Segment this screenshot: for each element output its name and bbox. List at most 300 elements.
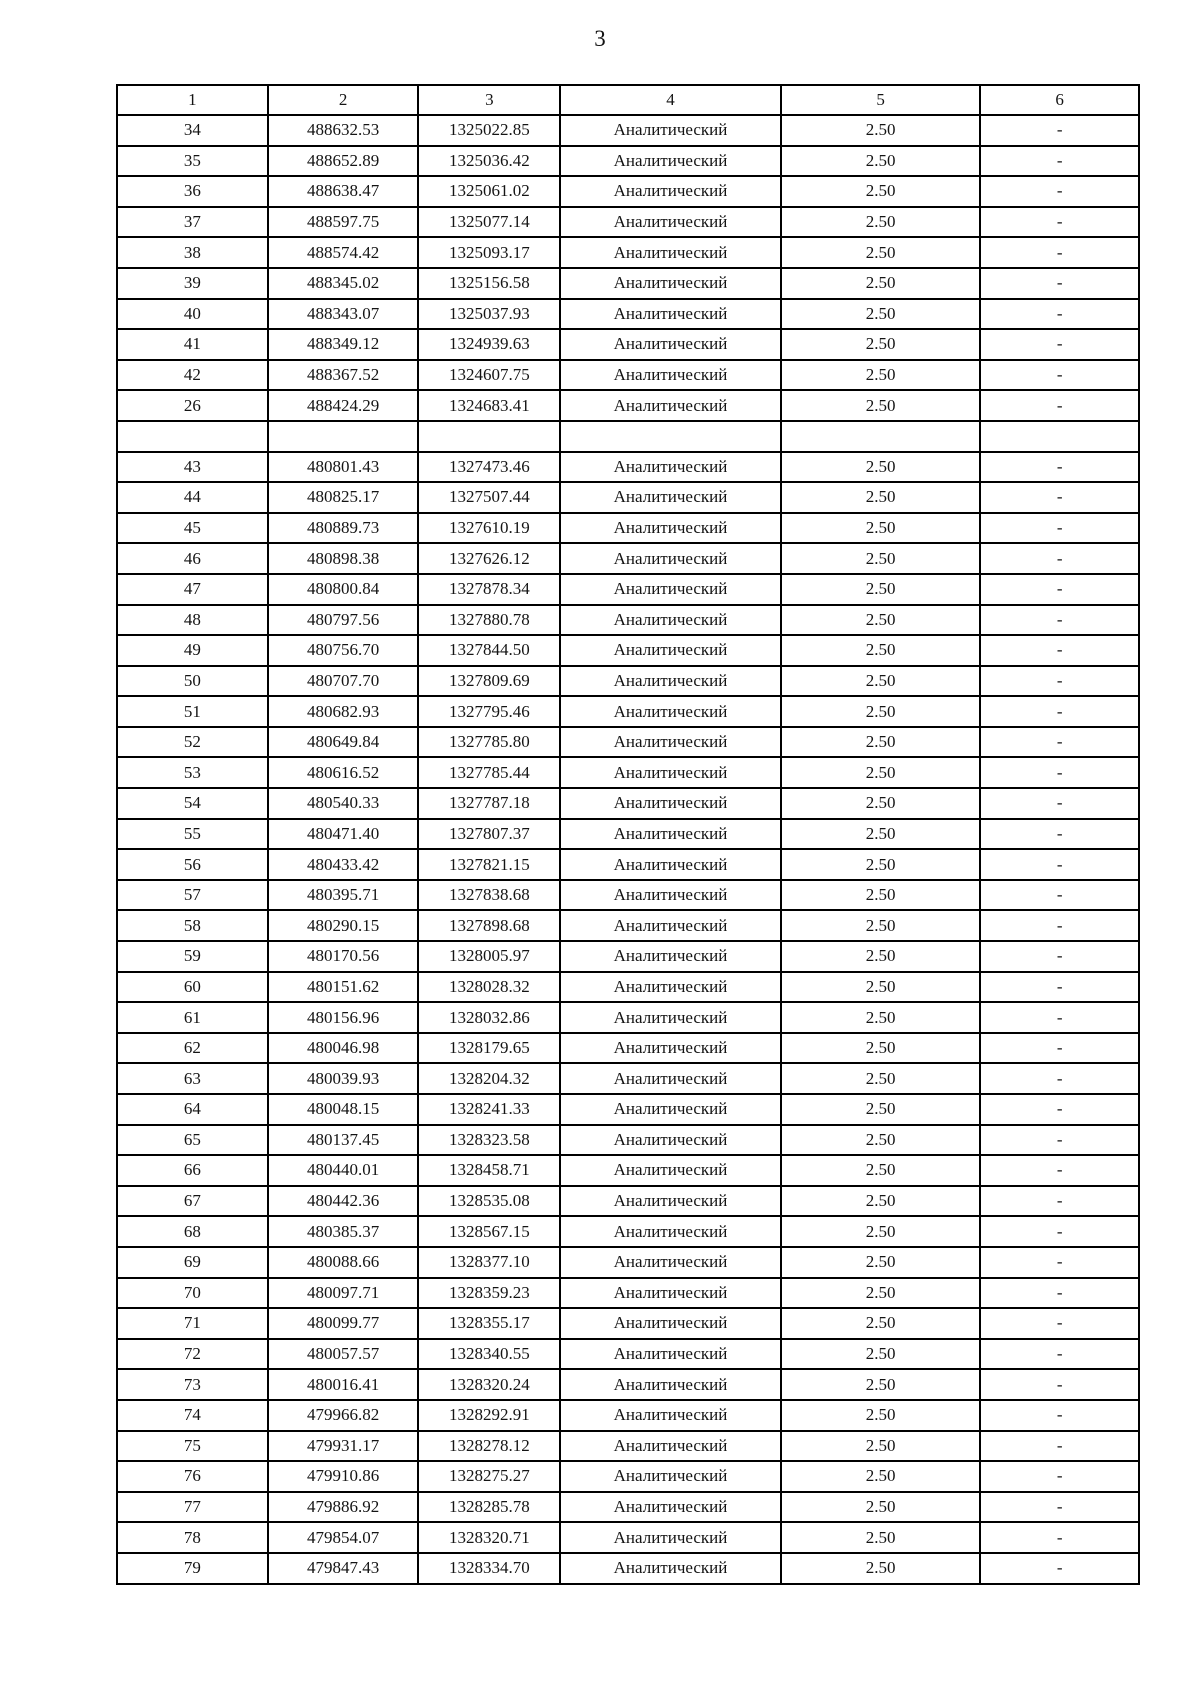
table-cell: 1328334.70 [418, 1553, 560, 1584]
table-cell: - [980, 176, 1139, 207]
table-cell: 1324607.75 [418, 360, 560, 391]
table-cell: 2.50 [781, 1186, 981, 1217]
table-cell: 1328028.32 [418, 972, 560, 1003]
column-header: 1 [117, 85, 268, 115]
table-cell: 2.50 [781, 329, 981, 360]
table-cell: 41 [117, 329, 268, 360]
table-cell: 1328320.24 [418, 1369, 560, 1400]
table-row [117, 176, 1139, 207]
table-cell: - [980, 941, 1139, 972]
table-row [117, 360, 1139, 391]
table-row [117, 605, 1139, 636]
table-row [117, 1155, 1139, 1186]
table-cell: 1328458.71 [418, 1155, 560, 1186]
table-cell: Аналитический [560, 819, 781, 850]
table-cell: Аналитический [560, 605, 781, 636]
table-cell: Аналитический [560, 1247, 781, 1278]
table-cell: 1328359.23 [418, 1278, 560, 1309]
table-cell: Аналитический [560, 1308, 781, 1339]
table-cell: 480440.01 [268, 1155, 419, 1186]
table-cell: Аналитический [560, 176, 781, 207]
table-cell: - [980, 1094, 1139, 1125]
table-cell: - [980, 1278, 1139, 1309]
table-cell: 2.50 [781, 1063, 981, 1094]
table-cell: 1327785.80 [418, 727, 560, 758]
table-cell: - [980, 727, 1139, 758]
table-cell: Аналитический [560, 1400, 781, 1431]
table-cell: 1327795.46 [418, 696, 560, 727]
table-cell: - [980, 757, 1139, 788]
table-cell: 1327610.19 [418, 513, 560, 544]
table-cell: - [980, 1369, 1139, 1400]
page-number: 3 [594, 26, 606, 51]
table-row [117, 1247, 1139, 1278]
table-cell: 59 [117, 941, 268, 972]
table-cell: Аналитический [560, 513, 781, 544]
table-cell: Аналитический [560, 1033, 781, 1064]
table-cell: 2.50 [781, 635, 981, 666]
table-cell: 488652.89 [268, 146, 419, 177]
table-cell: - [980, 880, 1139, 911]
table-cell: 480889.73 [268, 513, 419, 544]
table-cell: 480649.84 [268, 727, 419, 758]
table-cell: 2.50 [781, 880, 981, 911]
table-cell: 64 [117, 1094, 268, 1125]
table-cell: 60 [117, 972, 268, 1003]
table-cell: 480290.15 [268, 910, 419, 941]
table-cell: - [980, 1339, 1139, 1370]
table-row [117, 635, 1139, 666]
table-cell: 2.50 [781, 819, 981, 850]
table-cell: - [980, 605, 1139, 636]
table-cell: 1327878.34 [418, 574, 560, 605]
table-cell: 480756.70 [268, 635, 419, 666]
table-cell: 1327473.46 [418, 452, 560, 483]
table-cell: 488597.75 [268, 207, 419, 238]
table-cell: 1327626.12 [418, 543, 560, 574]
table-cell: 50 [117, 666, 268, 697]
table-cell: Аналитический [560, 1002, 781, 1033]
table-cell: Аналитический [560, 146, 781, 177]
table-cell: 1327838.68 [418, 880, 560, 911]
table-cell: 39 [117, 268, 268, 299]
table-row [117, 513, 1139, 544]
table-cell: - [980, 696, 1139, 727]
table-cell: Аналитический [560, 482, 781, 513]
table-cell: Аналитический [560, 1063, 781, 1094]
table-cell: 1327809.69 [418, 666, 560, 697]
table-cell: 2.50 [781, 788, 981, 819]
table-row [117, 329, 1139, 360]
table-cell: 1327844.50 [418, 635, 560, 666]
table-row [117, 207, 1139, 238]
table-row [117, 1308, 1139, 1339]
table-cell: 54 [117, 788, 268, 819]
table-cell: Аналитический [560, 1125, 781, 1156]
table-cell: 44 [117, 482, 268, 513]
table-row [117, 237, 1139, 268]
table-cell: 488638.47 [268, 176, 419, 207]
table-cell: Аналитический [560, 910, 781, 941]
column-header: 3 [418, 85, 560, 115]
table-cell: Аналитический [560, 849, 781, 880]
table-cell: 480385.37 [268, 1216, 419, 1247]
table-cell: - [980, 482, 1139, 513]
table-cell: 488345.02 [268, 268, 419, 299]
table-row [117, 1431, 1139, 1462]
table-cell: 1328567.15 [418, 1216, 560, 1247]
table-cell: - [980, 513, 1139, 544]
table-body [117, 115, 1139, 1584]
table-cell: - [980, 1553, 1139, 1584]
table-cell: 73 [117, 1369, 268, 1400]
table-cell: 72 [117, 1339, 268, 1370]
table-row [117, 1063, 1139, 1094]
empty-row [117, 421, 1139, 452]
table-cell [560, 421, 781, 452]
table-cell: 36 [117, 176, 268, 207]
table-cell: 2.50 [781, 452, 981, 483]
table-cell: - [980, 360, 1139, 391]
table-cell: 52 [117, 727, 268, 758]
table-cell: 74 [117, 1400, 268, 1431]
table-cell: 488632.53 [268, 115, 419, 146]
table-row [117, 1461, 1139, 1492]
table-row [117, 696, 1139, 727]
table-cell: 1325093.17 [418, 237, 560, 268]
table-cell: 480097.71 [268, 1278, 419, 1309]
table-cell: 480156.96 [268, 1002, 419, 1033]
table-cell: 480682.93 [268, 696, 419, 727]
table-row [117, 972, 1139, 1003]
table-cell: Аналитический [560, 1492, 781, 1523]
table-cell: 49 [117, 635, 268, 666]
table-cell: 38 [117, 237, 268, 268]
table-cell: 2.50 [781, 727, 981, 758]
table-cell: 1328320.71 [418, 1522, 560, 1553]
table-cell: - [980, 1125, 1139, 1156]
table-cell: 46 [117, 543, 268, 574]
table-cell: 1327807.37 [418, 819, 560, 850]
table-cell: 1324683.41 [418, 390, 560, 421]
table-cell: 53 [117, 757, 268, 788]
table-row [117, 574, 1139, 605]
table-cell: 1328340.55 [418, 1339, 560, 1370]
table-cell: Аналитический [560, 696, 781, 727]
table-row [117, 666, 1139, 697]
table-cell: 2.50 [781, 1033, 981, 1064]
table-cell [980, 421, 1139, 452]
table-cell: - [980, 1063, 1139, 1094]
table-cell: - [980, 1155, 1139, 1186]
table-cell: Аналитический [560, 666, 781, 697]
table-cell: Аналитический [560, 115, 781, 146]
table-cell: Аналитический [560, 207, 781, 238]
table-cell: 480170.56 [268, 941, 419, 972]
table-cell: 2.50 [781, 1339, 981, 1370]
table-cell: Аналитический [560, 360, 781, 391]
table-cell: Аналитический [560, 941, 781, 972]
table-cell: 67 [117, 1186, 268, 1217]
table-row [117, 543, 1139, 574]
table-cell: 488367.52 [268, 360, 419, 391]
table-cell: - [980, 972, 1139, 1003]
table-header-row [117, 85, 1139, 115]
table-cell: Аналитический [560, 1522, 781, 1553]
table-cell: 70 [117, 1278, 268, 1309]
table-cell: 2.50 [781, 1492, 981, 1523]
table-cell: 62 [117, 1033, 268, 1064]
table-cell: - [980, 299, 1139, 330]
table-cell: 2.50 [781, 543, 981, 574]
table-cell: 1325036.42 [418, 146, 560, 177]
table-cell: 1325077.14 [418, 207, 560, 238]
table-cell: 480048.15 [268, 1094, 419, 1125]
table-cell: 480016.41 [268, 1369, 419, 1400]
table-cell: 480471.40 [268, 819, 419, 850]
table-cell: 479854.07 [268, 1522, 419, 1553]
table-cell: - [980, 329, 1139, 360]
table-cell: Аналитический [560, 1461, 781, 1492]
table-cell: 2.50 [781, 972, 981, 1003]
table-cell: Аналитический [560, 1553, 781, 1584]
table-cell: Аналитический [560, 452, 781, 483]
table-cell: 2.50 [781, 1216, 981, 1247]
table-cell: 2.50 [781, 1308, 981, 1339]
table-cell: 480433.42 [268, 849, 419, 880]
table-cell: 75 [117, 1431, 268, 1462]
table-cell: 66 [117, 1155, 268, 1186]
table-cell: Аналитический [560, 574, 781, 605]
table-cell: Аналитический [560, 635, 781, 666]
table-row [117, 788, 1139, 819]
table-cell: 58 [117, 910, 268, 941]
table-cell: Аналитический [560, 757, 781, 788]
table-cell: - [980, 1186, 1139, 1217]
table-cell: 2.50 [781, 941, 981, 972]
table-cell: Аналитический [560, 237, 781, 268]
table-cell: 2.50 [781, 1125, 981, 1156]
table-row [117, 1125, 1139, 1156]
table-cell: 479931.17 [268, 1431, 419, 1462]
table-cell: 55 [117, 819, 268, 850]
table-cell: 479886.92 [268, 1492, 419, 1523]
table-row [117, 757, 1139, 788]
table-cell: 1328005.97 [418, 941, 560, 972]
table-cell: - [980, 1461, 1139, 1492]
table-cell: Аналитический [560, 543, 781, 574]
table-cell: 2.50 [781, 605, 981, 636]
table-cell: 2.50 [781, 910, 981, 941]
table-cell: 480151.62 [268, 972, 419, 1003]
table-cell: 69 [117, 1247, 268, 1278]
table-cell: 480797.56 [268, 605, 419, 636]
table-cell: 77 [117, 1492, 268, 1523]
table-cell: Аналитический [560, 1186, 781, 1217]
table-cell: 1325061.02 [418, 176, 560, 207]
table-cell: 1328204.32 [418, 1063, 560, 1094]
table-cell: 2.50 [781, 757, 981, 788]
column-header: 2 [268, 85, 419, 115]
table-cell: - [980, 207, 1139, 238]
table-cell: 480540.33 [268, 788, 419, 819]
table-row [117, 941, 1139, 972]
table-cell: 479910.86 [268, 1461, 419, 1492]
table-row [117, 482, 1139, 513]
table-cell: 480707.70 [268, 666, 419, 697]
table-cell: 480800.84 [268, 574, 419, 605]
table-cell: - [980, 1002, 1139, 1033]
table-cell: Аналитический [560, 1369, 781, 1400]
table-cell: 43 [117, 452, 268, 483]
table-cell: 37 [117, 207, 268, 238]
table-cell: 65 [117, 1125, 268, 1156]
table-cell: 1328278.12 [418, 1431, 560, 1462]
table-cell: 1327785.44 [418, 757, 560, 788]
table-cell: 479966.82 [268, 1400, 419, 1431]
table-cell: 2.50 [781, 1400, 981, 1431]
table-cell: 2.50 [781, 360, 981, 391]
table-row [117, 268, 1139, 299]
table-cell: - [980, 146, 1139, 177]
table-cell: - [980, 910, 1139, 941]
table-cell: 488349.12 [268, 329, 419, 360]
table-cell: 2.50 [781, 176, 981, 207]
table-cell: 48 [117, 605, 268, 636]
table-cell: 1328292.91 [418, 1400, 560, 1431]
table-cell [781, 421, 981, 452]
table-cell: - [980, 1247, 1139, 1278]
table-row [117, 390, 1139, 421]
table-cell: Аналитический [560, 788, 781, 819]
table-cell: 2.50 [781, 849, 981, 880]
table-cell: 2.50 [781, 146, 981, 177]
table-cell: - [980, 819, 1139, 850]
table-cell [117, 421, 268, 452]
table-cell: 2.50 [781, 482, 981, 513]
table-cell: - [980, 1492, 1139, 1523]
table-cell: 1327507.44 [418, 482, 560, 513]
table-cell: - [980, 1216, 1139, 1247]
table-row [117, 115, 1139, 146]
table-row [117, 1492, 1139, 1523]
table-cell: 1325156.58 [418, 268, 560, 299]
table-cell: 480616.52 [268, 757, 419, 788]
table-cell: 2.50 [781, 1431, 981, 1462]
column-header: 4 [560, 85, 781, 115]
table-cell: - [980, 268, 1139, 299]
table-row [117, 146, 1139, 177]
table-cell: 1328323.58 [418, 1125, 560, 1156]
table-cell: - [980, 115, 1139, 146]
table-cell: 42 [117, 360, 268, 391]
table-cell: 2.50 [781, 115, 981, 146]
table-cell: 2.50 [781, 1369, 981, 1400]
table-row [117, 849, 1139, 880]
table-cell: - [980, 788, 1139, 819]
table-cell: 480825.17 [268, 482, 419, 513]
column-header: 6 [980, 85, 1139, 115]
table-row [117, 1216, 1139, 1247]
table-cell: 480395.71 [268, 880, 419, 911]
coordinates-table [116, 84, 1140, 1585]
table-cell: 1327787.18 [418, 788, 560, 819]
table-cell: - [980, 1400, 1139, 1431]
table-cell: - [980, 574, 1139, 605]
table-cell: 45 [117, 513, 268, 544]
column-header: 5 [781, 85, 981, 115]
table-cell: Аналитический [560, 299, 781, 330]
table-cell: Аналитический [560, 727, 781, 758]
table-cell: 57 [117, 880, 268, 911]
table-cell: 488424.29 [268, 390, 419, 421]
table-cell: 1328285.78 [418, 1492, 560, 1523]
table-cell: 1325022.85 [418, 115, 560, 146]
table-cell: - [980, 237, 1139, 268]
table-cell [268, 421, 419, 452]
table-row [117, 1400, 1139, 1431]
table-cell: 1328377.10 [418, 1247, 560, 1278]
table-cell: 61 [117, 1002, 268, 1033]
table-cell: Аналитический [560, 1216, 781, 1247]
table-cell: 2.50 [781, 1155, 981, 1186]
table-cell: - [980, 543, 1139, 574]
table-row [117, 1369, 1139, 1400]
table-cell: 2.50 [781, 666, 981, 697]
table-row [117, 299, 1139, 330]
table-cell: 1328241.33 [418, 1094, 560, 1125]
table-row [117, 1002, 1139, 1033]
table-cell: 2.50 [781, 513, 981, 544]
table-cell: 2.50 [781, 1002, 981, 1033]
table-cell: 480046.98 [268, 1033, 419, 1064]
table-cell: 1328355.17 [418, 1308, 560, 1339]
table-row [117, 727, 1139, 758]
table-cell: 2.50 [781, 237, 981, 268]
table-row [117, 910, 1139, 941]
table-cell: 76 [117, 1461, 268, 1492]
table-cell: 2.50 [781, 1553, 981, 1584]
table-cell: 480801.43 [268, 452, 419, 483]
table-cell: 2.50 [781, 207, 981, 238]
table-cell: 2.50 [781, 574, 981, 605]
table-cell: 1327898.68 [418, 910, 560, 941]
table-cell: 1328275.27 [418, 1461, 560, 1492]
table-cell: 1325037.93 [418, 299, 560, 330]
table-cell: 480088.66 [268, 1247, 419, 1278]
table-cell: 479847.43 [268, 1553, 419, 1584]
table-cell: 78 [117, 1522, 268, 1553]
table-cell: - [980, 666, 1139, 697]
table-cell: 51 [117, 696, 268, 727]
table-cell [418, 421, 560, 452]
table-cell: 2.50 [781, 299, 981, 330]
table-cell: 79 [117, 1553, 268, 1584]
table-cell: 1328179.65 [418, 1033, 560, 1064]
table-cell: Аналитический [560, 1431, 781, 1462]
table-cell: - [980, 635, 1139, 666]
table-cell: Аналитический [560, 880, 781, 911]
table-cell: 1328535.08 [418, 1186, 560, 1217]
table-row [117, 1033, 1139, 1064]
table-cell: 40 [117, 299, 268, 330]
table-cell: 480137.45 [268, 1125, 419, 1156]
table-cell: 1324939.63 [418, 329, 560, 360]
table-cell: 63 [117, 1063, 268, 1094]
table-cell: 35 [117, 146, 268, 177]
table-cell: 488574.42 [268, 237, 419, 268]
table-cell: 47 [117, 574, 268, 605]
